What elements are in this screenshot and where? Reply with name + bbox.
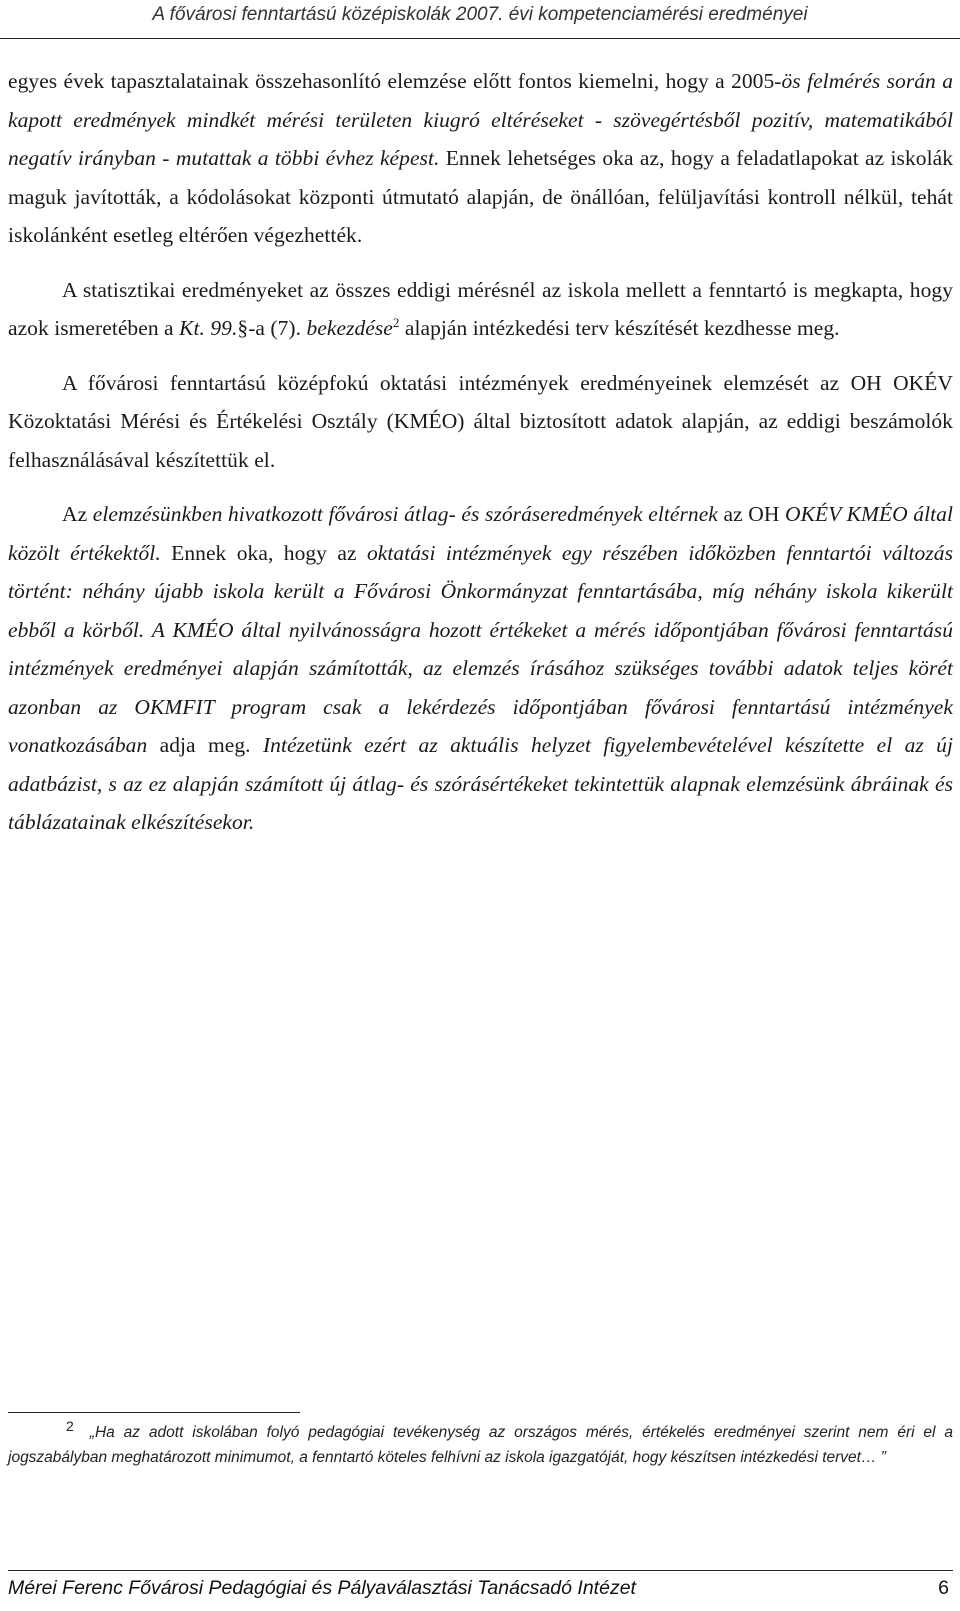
paragraph-4 xyxy=(8,495,953,842)
paragraph-4-part-2: elemzésünkben hivatkozott fővárosi átlag- és szóráseredmények eltérnek xyxy=(92,502,718,526)
paragraph-4-part-4: OKÉV KMÉO által közölt értékektől. xyxy=(8,502,953,565)
paragraph-2-section-sign: § xyxy=(237,316,249,340)
paragraph-2-part-4: -a (7). xyxy=(248,316,307,340)
footnote-text: „Ha az adott iskolában folyó pedagógiai tevékenység az országos mérés, értékelés eredményei szerint nem éri el a jogszabályban meghatározott minimumot, a fenntartó köteles felhívni az iskola igazgatóját, hogy készítsen intézkedési tervet… ” xyxy=(8,1424,953,1466)
paragraph-1 xyxy=(8,62,953,255)
paragraph-2-part-5: bekezdése xyxy=(306,316,393,340)
paragraph-1-part-2: ös felmérés során a kapott eredmények mindkét mérési területen kiugró eltéréseket - szövegértésből pozitív, matematikából negatív irányban - mutattak a többi évhez képest. xyxy=(8,69,953,170)
paragraph-4-part-6: oktatási intézmények egy részében időközben fenntartói változás történt: néhány újabb iskola került a Fővárosi Önkormányzat fenntartásába, míg néhány iskola kikerült ebből a körből. A KMÉO által nyilvánosságra hozott értékeket a mérés időpontjában fővárosi fenntartású intézmények eredményei alapján számították, az elemzés írásához szükséges további adatok teljes körét azonban az OKMFIT program csak a lekérdezés időpontjában fővárosi fenntartású intézmények vonatkozásában xyxy=(8,540,953,757)
footnote-number: 2 xyxy=(66,1417,74,1434)
paragraph-4-part-8: Intézetünk ezért az aktuális helyzet figyelembevételével készítette el az új adatbázist, s az ez alapján számított új átlag- és szórásértékeket tekintettük alapnak elemzésünk ábráinak és táblázatainak elkészítésekor. xyxy=(8,733,954,834)
paragraph-4-part-7: adja meg. xyxy=(147,733,263,757)
paragraph-2 xyxy=(8,271,953,348)
page-number: 6 xyxy=(938,1577,949,1599)
footnote-reference[interactable]: 2 xyxy=(392,314,400,330)
paragraph-1-part-1: egyes évek tapasztalatainak összehasonlító elemzése előtt fontos kiemelni, hogy a 2005- xyxy=(8,69,782,93)
paragraph-2-law-ref: Kt. 99. xyxy=(179,316,238,340)
paragraph-4-part-1: Az xyxy=(62,502,93,526)
paragraph-3 xyxy=(8,364,953,480)
paragraph-2-part-1: A statisztikai eredményeket az összes eddigi mérésnél az iskola mellett a fenntartó is megkapta, hogy azok ismeretében a xyxy=(8,277,953,340)
paragraph-4-part-3: az OH xyxy=(717,502,786,526)
paragraph-2-part-6: alapján intézkedési terv készítését kezdhesse meg. xyxy=(399,316,840,340)
page-header xyxy=(0,0,960,40)
footer-institution: Mérei Ferenc Fővárosi Pedagógiai és Pályaválasztási Tanácsadó Intézet xyxy=(8,1577,636,1599)
footnote-divider xyxy=(8,1412,300,1413)
paragraph-3-text: A fővárosi fenntartású középfokú oktatási intézmények eredményeinek elemzését az OH OKÉV Közoktatási Mérési és Értékelési Osztály (KMÉO) által biztosított adatok alapján, az eddigi beszámolók felhasználásával készítettük el. xyxy=(8,370,953,472)
header-divider xyxy=(0,38,960,39)
page-footer xyxy=(8,1573,953,1603)
footnote xyxy=(8,1417,953,1470)
paragraph-1-part-3: Ennek lehetséges oka az, hogy a feladatlapokat az iskolák maguk javították, a kódolásokat központi útmutató alapján, de önállóan, felüljavítási kontroll nélkül, tehát iskolánként esetleg eltérően végezhették. xyxy=(8,146,953,247)
paragraph-4-part-5: Ennek oka, hogy az xyxy=(160,540,367,565)
footer-divider xyxy=(8,1570,953,1571)
header-title: A fővárosi fenntartású középiskolák 2007. évi kompetenciamérési eredményei xyxy=(152,4,808,25)
document-body xyxy=(8,62,953,842)
